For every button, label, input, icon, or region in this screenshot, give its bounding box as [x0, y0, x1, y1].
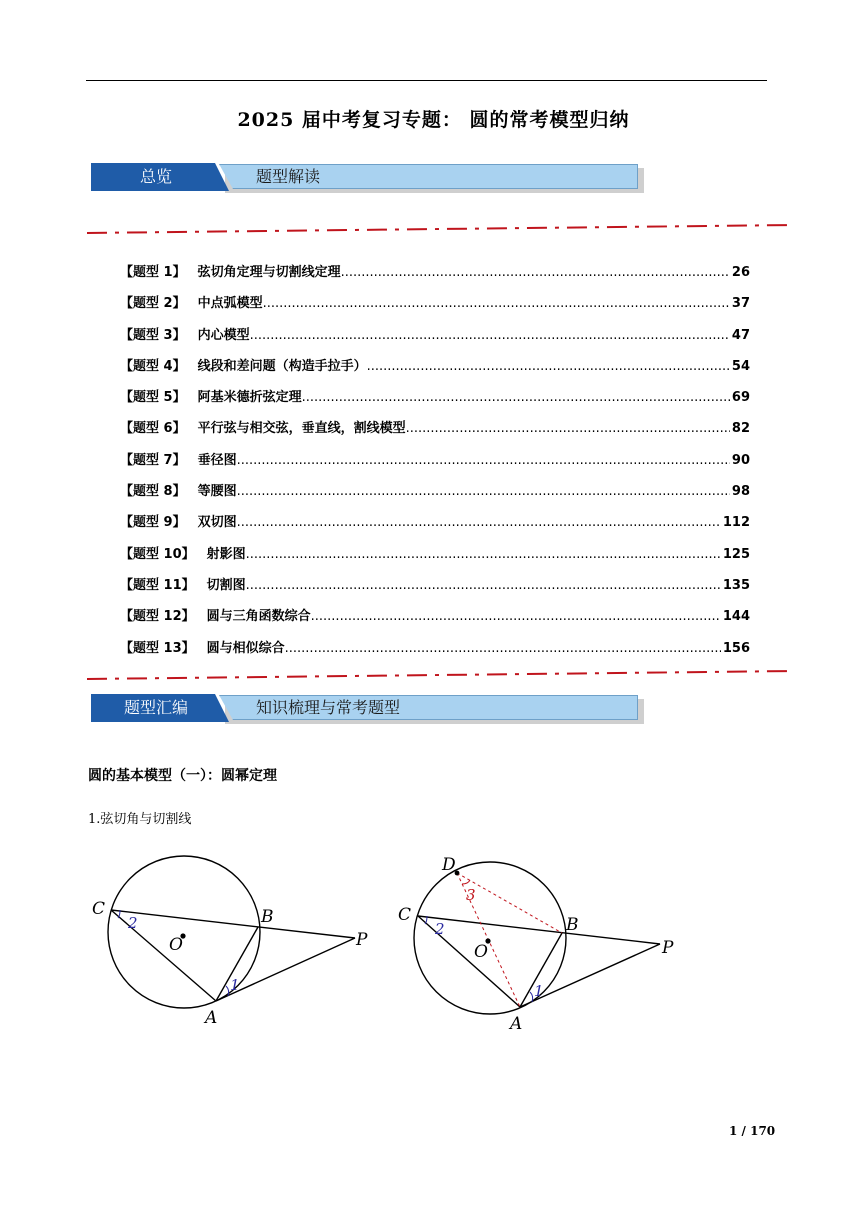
toc-entry[interactable] [120, 257, 750, 288]
point-b-label: B [566, 915, 579, 935]
toc-title: 中点弧模型 [197, 296, 263, 312]
point-o-label: O [474, 942, 488, 962]
toc-page: 47 [731, 327, 750, 343]
toc-page: 82 [731, 421, 750, 437]
toc-title: 射影图 [206, 546, 246, 562]
chord-ca [111, 910, 216, 1001]
toc-title: 平行弦与相交弦，垂直线，割线模型 [197, 421, 406, 437]
toc-entry[interactable] [120, 601, 750, 632]
toc-entry[interactable] [120, 633, 750, 664]
toc-page: 69 [731, 390, 750, 406]
secant-cp [111, 910, 355, 938]
figure-tangent-chord-diameter [390, 850, 700, 1040]
compile-tag-label: 题型汇编 [123, 698, 188, 717]
toc-page: 54 [731, 358, 750, 374]
overview-banner [91, 163, 639, 191]
toc-label: 【题型 5】 [120, 390, 186, 406]
toc-title: 内心模型 [197, 327, 250, 343]
toc-entry[interactable] [120, 320, 750, 351]
toc-label: 【题型 1】 [120, 265, 186, 280]
toc-label: 【题型 2】 [120, 296, 186, 312]
toc-page: 37 [731, 296, 750, 312]
chord-ca [418, 916, 520, 1007]
toc-leader [237, 476, 730, 507]
toc-entry[interactable] [120, 445, 750, 476]
toc-title: 阿基米德折弦定理 [197, 390, 302, 406]
toc-leader [341, 257, 730, 288]
toc-label: 【题型 4】 [120, 358, 186, 374]
toc-entry[interactable] [120, 507, 750, 538]
figure-tangent-chord [80, 850, 380, 1040]
toc-page: 125 [722, 546, 750, 562]
point-o-label: O [169, 935, 183, 955]
toc-page: 26 [731, 265, 750, 280]
angle-2-label: 2 [128, 914, 138, 932]
page-number: 1 / 170 [729, 1124, 776, 1138]
compile-banner [91, 694, 639, 722]
angle-1-label: 1 [534, 982, 544, 1000]
toc-label: 【题型 3】 [120, 327, 186, 343]
toc-entry[interactable] [120, 476, 750, 507]
toc-title: 线段和差问题（构造手拉手） [197, 358, 367, 374]
compile-banner-text: 知识梳理与常考题型 [256, 698, 401, 717]
toc-page: 135 [722, 577, 750, 593]
toc-page: 112 [722, 515, 750, 531]
toc-title: 圆与相似综合 [206, 640, 285, 656]
toc-entry[interactable] [120, 539, 750, 570]
toc-leader [246, 539, 721, 570]
point-d-label: D [442, 855, 456, 875]
toc-leader [237, 507, 721, 538]
toc-label: 【题型 10】 [120, 546, 195, 562]
toc-title: 垂径图 [197, 452, 237, 468]
table-of-contents [120, 257, 750, 664]
angle-3-label: 3 [466, 886, 476, 904]
divider-dash-top [87, 222, 794, 236]
toc-leader [406, 413, 730, 444]
point-p-label: P [662, 938, 674, 958]
overview-tag-label: 总览 [139, 167, 172, 186]
angle-2-label: 2 [435, 920, 445, 938]
toc-leader [237, 445, 730, 476]
point-p-label: P [356, 930, 368, 950]
toc-label: 【题型 11】 [120, 577, 195, 593]
divider-dash-bottom [87, 668, 794, 682]
toc-leader [246, 570, 721, 601]
toc-entry[interactable] [120, 570, 750, 601]
toc-page: 98 [731, 484, 750, 500]
secant-cp [418, 916, 660, 944]
toc-entry[interactable] [120, 288, 750, 319]
toc-title: 双切图 [197, 515, 237, 531]
toc-entry[interactable] [120, 413, 750, 444]
toc-label: 【题型 7】 [120, 452, 186, 468]
toc-label: 【题型 8】 [120, 484, 186, 500]
overview-banner-text: 题型解读 [256, 167, 321, 186]
toc-label: 【题型 12】 [120, 609, 195, 625]
toc-leader [250, 320, 730, 351]
toc-title: 弦切角定理与切割线定理 [197, 265, 341, 280]
toc-leader [367, 351, 730, 382]
toc-leader [263, 288, 730, 319]
toc-entry[interactable] [120, 382, 750, 413]
toc-page: 144 [722, 609, 750, 625]
toc-title: 圆与三角函数综合 [206, 609, 311, 625]
toc-leader [311, 601, 721, 632]
point-a-label: A [205, 1008, 218, 1028]
toc-label: 【题型 6】 [120, 421, 186, 437]
point-c-label: C [92, 899, 106, 919]
document-title: 2025 届中考复习专题： 圆的常考模型归纳 [237, 109, 630, 131]
angle-1-label: 1 [230, 976, 240, 994]
toc-page: 156 [722, 640, 750, 656]
point-a-label: A [510, 1014, 523, 1034]
toc-page: 90 [731, 452, 750, 468]
header-rule [86, 80, 767, 81]
point-c-label: C [398, 905, 412, 925]
toc-title: 等腰图 [197, 484, 237, 500]
point-b-label: B [261, 907, 274, 927]
toc-leader [285, 633, 721, 664]
section-heading: 圆的基本模型（一）：圆幂定理 [88, 768, 277, 784]
toc-label: 【题型 13】 [120, 640, 195, 656]
toc-title: 切割图 [206, 577, 246, 593]
toc-leader [302, 382, 730, 413]
toc-label: 【题型 9】 [120, 515, 186, 531]
toc-entry[interactable] [120, 351, 750, 382]
subsection-heading: 1.弦切角与切割线 [88, 812, 192, 827]
